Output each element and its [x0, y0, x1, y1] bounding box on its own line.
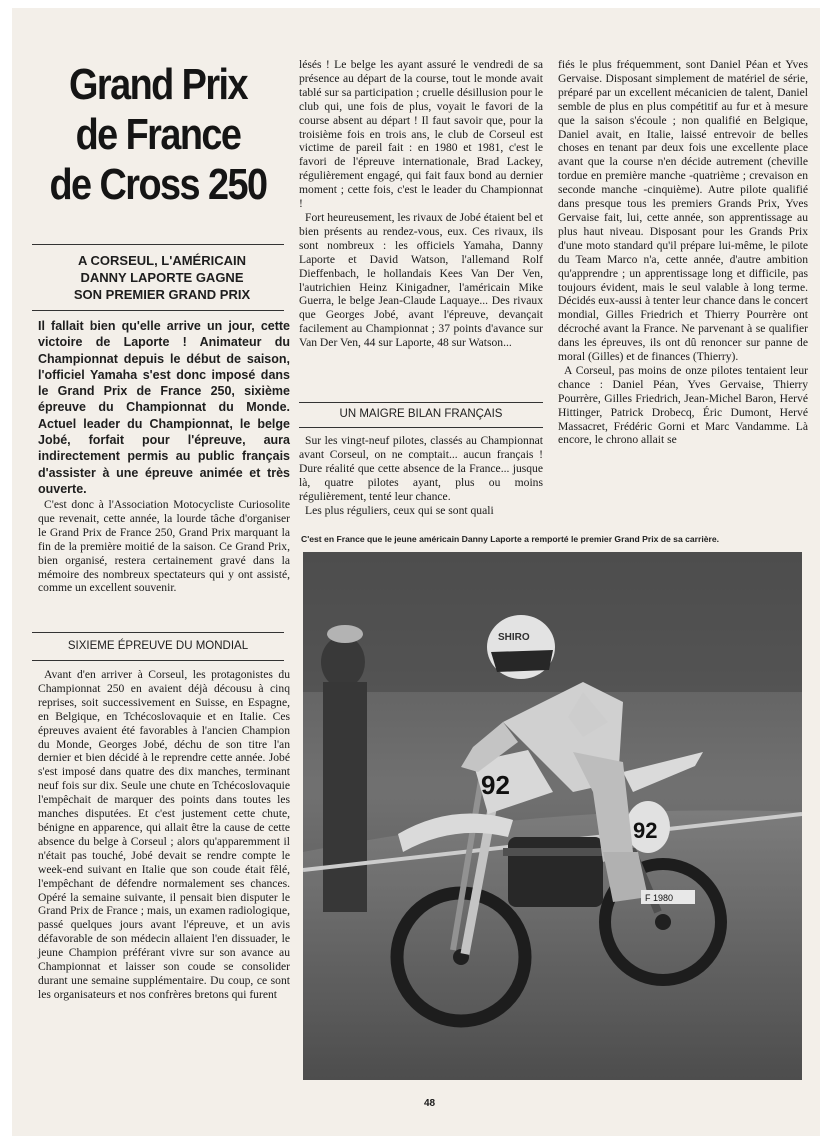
section2-heading: UN MAIGRE BILAN FRANÇAIS: [339, 408, 503, 420]
rear-plate-tag: F 1980: [645, 893, 674, 903]
motocross-photo: [303, 552, 802, 1080]
article-lead: Il fallait bien qu'elle arrive un jour, cette victoire de Laporte ! Animateur du Championnat depuis le début de saison, l'officiel Yamaha s'est donc imposé dans le Grand Prix de France 250, sixième épreuve du Championnat du Monde. Actuel leader du Championnat, le belge Jobé, forfait pour l'épreuve, aura indirectement permis au public français d'assister à une épreuve animée et très ouverte.: [38, 319, 290, 496]
column2-bottom-text: Sur les vingt-neuf pilotes, classés au Championnat avant Corseul, on ne comptait... aucun français ! Dure réalité que cette absence de la France... jusque là, quatre pilotes ayant, plus ou moins régulièrement, tenté leur chance. Les plus réguliers, ceux qui se sont quali: [299, 434, 543, 517]
section1-rule-bottom: [32, 660, 284, 661]
section2-rule-bottom: [299, 427, 543, 428]
helmet-brand: SHIRO: [498, 632, 530, 643]
column2-text: lésés ! Le belge les ayant assuré le vendredi de sa présence au départ de la course, tout le monde avait tablé sur sa participation ; cruelle désillusion pour le club qui, une fois de plus, voyait le favori de la course absent au départ ! Il faut savoir que, pour la troisième fois en trois ans, le club de Corseul est victime de pareil fait : en 1980 et 1981, c'est le favori de l'épreuve internationale, Brad Lackey, régulièrement engagé, qui fait faux bond au dernier moment ; cette fois, c'est le leader du Championnat ! Fort heureusement, les rivaux de Jobé étaient bel et bien présents au rendez-vous, eux. Ces rivaux, ils sont nombreux : les officiels Yamaha, Danny Laporte et David Watson, l'allemand Rolf Dieffenbach, le hollandais Kees Van Der Ven, l'autrichien Heinz Kinigadner, l'américain Mike Guerra, le belge Jean-Claude Laquaye... Des rivaux que Georges Jobé, avant l'épreuve, devançait facilement au Championnat ; 37 points d'avance sur Van Der Ven, 44 sur Laporte, 48 sur Watson...: [299, 58, 543, 350]
intro-paragraph: C'est donc à l'Association Motocycliste Curiosolite que revenait, cette année, la lourde tâche d'organiser le Grand Prix de France 250, Grand Prix marquant la fin de la première moitié de la saison. Ce Grand Prix, bien organisé, restera certainement gravé dans la mémoire des nombreux spectateurs qui y ont assisté, comme un excellent souvenir.: [38, 498, 290, 595]
front-number-plate: 92: [481, 770, 510, 800]
article-subtitle: A CORSEUL, L'AMÉRICAIN DANNY LAPORTE GAGNE SON PREMIER GRAND PRIX: [73, 253, 251, 302]
section1-heading: SIXIEME ÉPREUVE DU MONDIAL: [67, 640, 249, 652]
page-number: 48: [424, 1098, 436, 1109]
column3-text: fiés le plus fréquemment, sont Daniel Péan et Yves Gervaise. Disposant simplement de matériel de série, préparé par un excellent mécanicien de talent, Daniel semble de plus en plus compétitif au fur et à mesure que la saison s'écoule ; non qualifié en Belgique, Daniel avait, en Italie, laissé entrevoir de belles choses en tenant par deux fois une excellente place avant que la course n'en décide autrement (cheville tordue en première manche -quatrième ; crevaison en seconde manche -cinquième). Autre pilote qualifié dans presque tous les premiers Grands Prix, Yves Gervaise fait, lui, cette année, son apprentissage au plus haut niveau. Disposant pour les Grands Prix d'une moto standard qu'il prépare lui-même, le pilote du Team Marco n'a, cette année, d'autre ambition qu'apprendre ; un apprentissage long et difficile, pas toujours évident, mais le seul valable à long terme. Décidés eux-aussi à tenter leur chance dans le concert mondial, Gilles Friedrich et Thierry Pourrère ont décroché avant la France. Ne parvenant à se qualifier dans les épreuves, ils ont dû renoncer sur panne de moral (Gilles) et de finances (Thierry). A Corseul, pas moins de onze pilotes tentaient leur chance : Daniel Péan, Yves Gervaise, Thierry Pourrère, Gilles Friedrich, Jean-Michel Baron, Hervé Hittinger, Patrick Drobecq, Éric Dumont, Hervé Massacret, Frédéric Gorni et Marc Vandamme. Là encore, le chrono allait se: [558, 58, 808, 447]
section1-paragraph: Avant d'en arriver à Corseul, les protagonistes du Championnat 250 en avaient déjà décousu à cinq reprises, soit successivement en Suisse, en Espagne, en Belgique, en Tchécoslovaquie et en Italie. Ces épreuves avaient été favorables à l'ancien Champion du Monde, Georges Jobé, déchu de son titre l'an dernier et bien décidé à le reprendre cette année. Jobé s'est imposé dans quatre des dix manches, terminant neuf fois sur dix. Seule une chute en Tchécoslovaquie l'empêchait de marquer des points dans toutes les manches disputées. Et c'est justement cette chute, bénigne en apparence, qui allait être la cause de cette absence du belge à Corseul ; alors qu'apparemment il n'était pas touché, Jobé devait se rendre compte le week-end suivant en Italie que son coude était fêlé, l'empêchant de défendre normalement ses chances. Opéré la semaine suivante, il pensait bien disputer le Grand Prix de France ; mais, un examen radiologique, passé quelques jours avant l'épreuve, et un avis défavorable de son médecin allaient l'en dissuader, le jeune Champion préférant vivre sur son avance au Championnat et laisser son coude se consolider durant une semaine supplémentaire. Du coup, ce sont les organisateurs et nos confrères bretons qui furent: [38, 668, 290, 1001]
section1-rule-top: [32, 632, 284, 633]
section2-rule-top: [299, 402, 543, 403]
magazine-page: [12, 8, 820, 1136]
article-title: Grand Prix de France de Cross 250: [49, 60, 267, 209]
side-number-plate: 92: [633, 818, 658, 843]
title-rule: [32, 244, 284, 245]
motocross-rider-image: [303, 552, 802, 1080]
subtitle-rule: [32, 310, 284, 311]
photo-caption: C'est en France que le jeune américain Danny Laporte a remporté le premier Grand Prix de sa carrière.: [301, 534, 720, 544]
